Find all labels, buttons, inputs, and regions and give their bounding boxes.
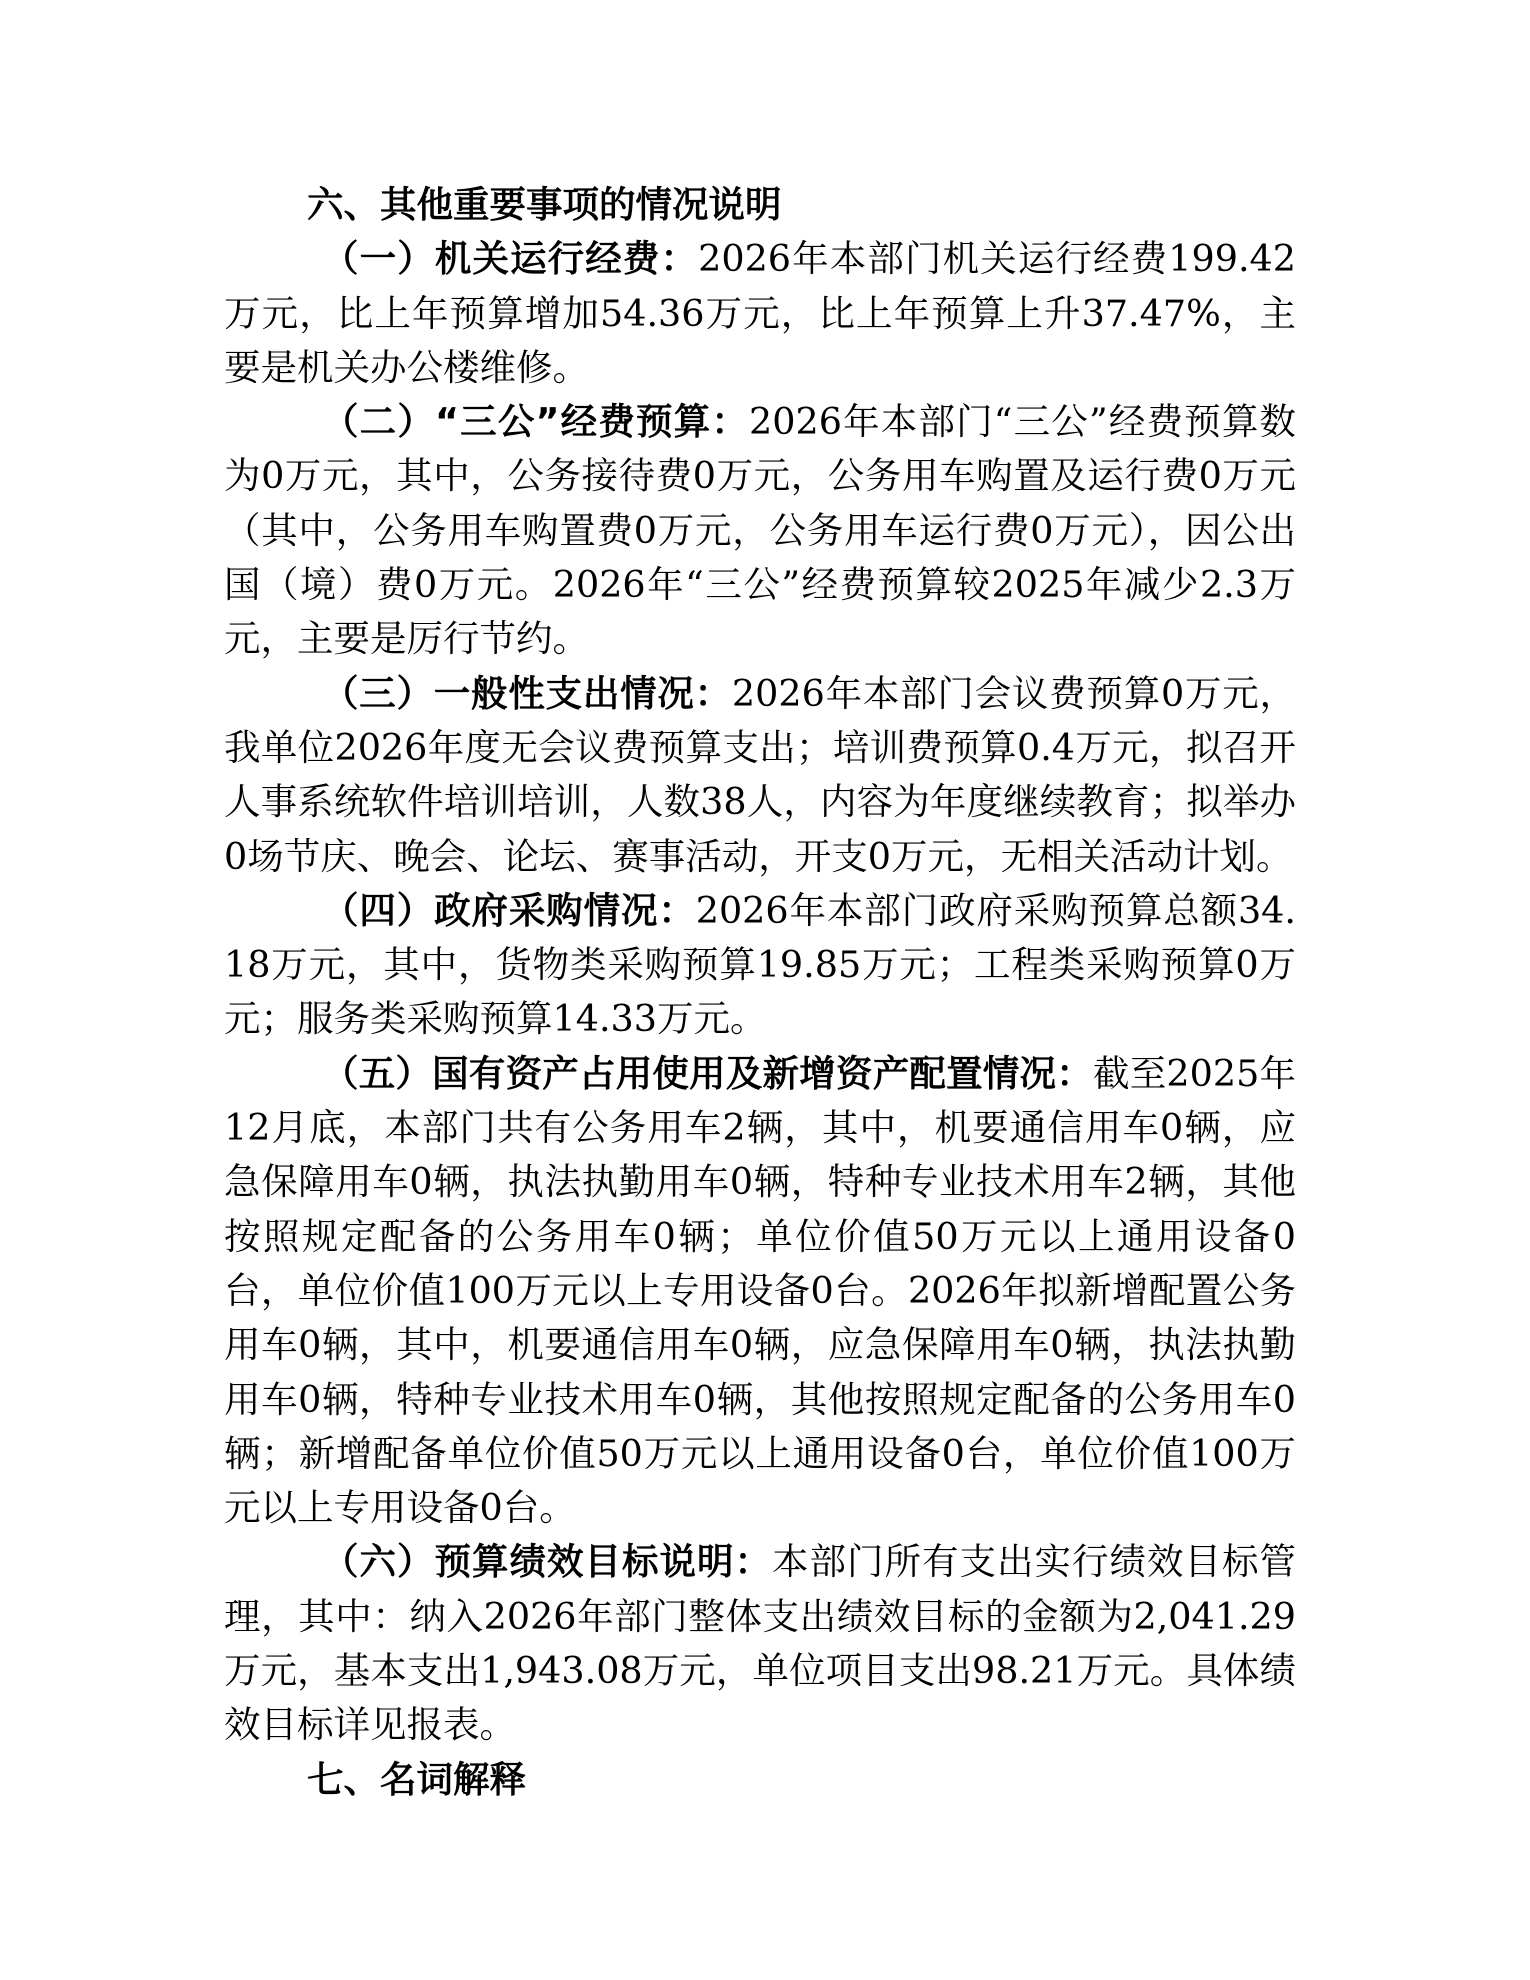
document-body bbox=[224, 178, 1296, 1807]
paragraph-text: 2026年本部门政府采购预算总额34.18万元，其中，货物类采购预算19.85万元；工程类采购预算0万元；服务类采购预算14.33万元。 bbox=[224, 888, 1297, 1041]
paragraph-lead: （三）一般性支出情况： bbox=[322, 671, 732, 715]
paragraph-general-expenditure bbox=[224, 667, 1296, 884]
paragraph-text: 本部门所有支出实行绩效目标管理，其中：纳入2026年部门整体支出绩效目标的金额为2,041.29万元，基本支出1,943.08万元，单位项目支出98.21万元。具体绩效目标详见报表。 bbox=[224, 1540, 1296, 1747]
paragraph-text: 截至2025年12月底，本部门共有公务用车2辆，其中，机要通信用车0辆，应急保障用车0辆，执法执勤用车0辆，特种专业技术用车2辆，其他按照规定配备的公务用车0辆；单位价值50万元以上通用设备0台，单位价值100万元以上专用设备0台。2026年拟新增配置公务用车0辆，其中，机要通信用车0辆，应急保障用车0辆，执法执勤用车0辆，特种专业技术用车0辆，其他按照规定配备的公务用车0辆；新增配备单位价值50万元以上通用设备0台，单位价值100万元以上专用设备0台。 bbox=[224, 1051, 1297, 1530]
paragraph-government-procurement bbox=[224, 884, 1296, 1047]
paragraph-state-assets bbox=[224, 1047, 1296, 1536]
paragraph-text: 2026年本部门会议费预算0万元，我单位2026年度无会议费预算支出；培训费预算0.4万元，拟召开人事系统软件培训培训，人数38人，内容为年度继续教育；拟举办0场节庆、晚会、论坛、赛事活动，开支0万元，无相关活动计划。 bbox=[224, 671, 1296, 878]
section-heading-6: 六、其他重要事项的情况说明 bbox=[307, 183, 782, 226]
paragraph-lead: （五）国有资产占用使用及新增资产配置情况： bbox=[322, 1051, 1093, 1095]
paragraph-lead: （六）预算绩效目标说明： bbox=[322, 1540, 772, 1584]
paragraph-text: 2026年本部门“三公”经费预算数为0万元，其中，公务接待费0万元，公务用车购置及运行费0万元（其中，公务用车购置费0万元，公务用车运行费0万元），因公出国（境）费0万元。2026年“三公”经费预算较2025年减少2.3万元，主要是厉行节约。 bbox=[224, 400, 1296, 661]
paragraph-performance-targets bbox=[224, 1535, 1296, 1752]
paragraph-admin-operating-expenses bbox=[224, 232, 1296, 395]
paragraph-lead: （四）政府采购情况： bbox=[322, 888, 696, 932]
section-heading-7: 七、名词解释 bbox=[307, 1757, 526, 1801]
paragraph-lead: （一）机关运行经费： bbox=[322, 237, 699, 281]
paragraph-text: 2026年本部门机关运行经费199.42万元，比上年预算增加54.36万元，比上年预算上升37.47%，主要是机关办公楼维修。 bbox=[224, 237, 1296, 389]
paragraph-lead: （二）“三公”经费预算： bbox=[322, 400, 750, 444]
paragraph-three-public-expenses bbox=[224, 395, 1296, 666]
